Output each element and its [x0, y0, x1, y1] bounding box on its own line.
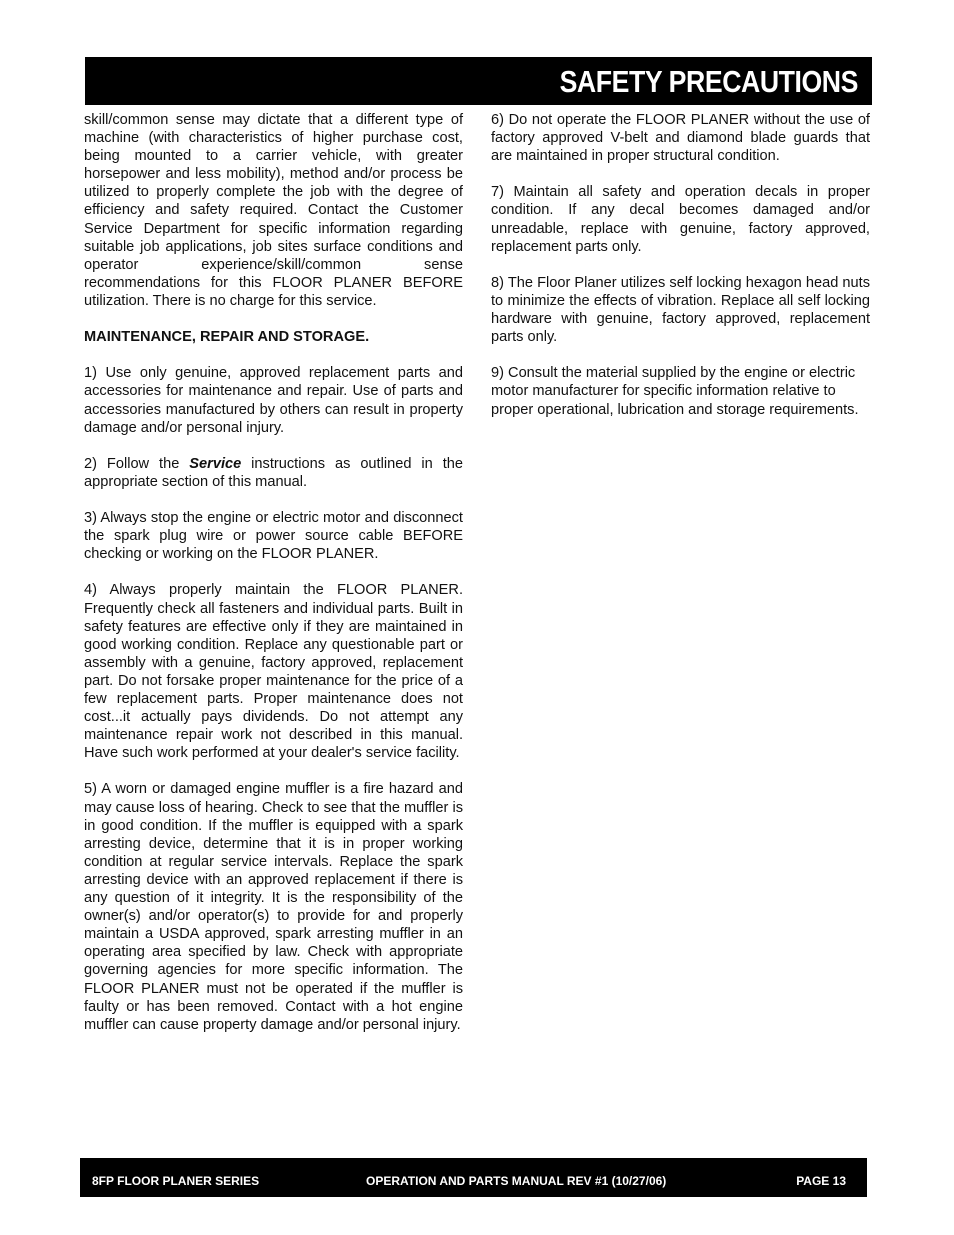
item-2-before: 2) Follow the [84, 455, 190, 472]
item-5: 5) A worn or damaged engine muffler is a fire hazard and may cause loss of hearing. Check to see that the muffler is in good condition. If the muffler is equipped with a spark arresting device, determine that it is in proper working condition at regular service intervals. Replace the spark arresting device with an approved replacement if there is any question of it integrity. It is the responsibility of the owner(s) and/or operator(s) to provide for and properly maintain a USDA approved, spark arresting muffler in an operating area specified by law. Check with appropriate governing agencies for more specific information. The FLOOR PLANER must not be operated if the muffler is faulty or has been removed. Contact with a hot engine muffler can cause property damage and/or personal injury. [84, 781, 463, 1033]
page-title: SAFETY PRECAUTIONS [559, 64, 858, 99]
footer-series: 8FP FLOOR PLANER SERIES [92, 1174, 260, 1188]
item-4: 4) Always properly maintain the FLOOR PLANER. Frequently check all fasteners and individual parts. Built in safety features are effective only if they are maintained in good working condition. Replace any questionable part or assembly with a genuine, factory approved, replacement part. Do not forsake proper maintenance for the price of a few replacement parts. Proper maintenance does not cost...it actually pays dividends. Do not attempt any maintenance repair work not described in this manual. Have such work performed at your dealer's service facility. [84, 582, 463, 762]
header-bar [85, 57, 872, 105]
item-2-emphasis: Service [189, 455, 242, 472]
item-6: 6) Do not operate the FLOOR PLANER without the use of factory approved V-belt and diamond blade guards that are maintained in proper structural condition. [491, 112, 870, 165]
item-7: 7) Maintain all safety and operation decals in proper condition. If any decal becomes damaged and/or unreadable, replace with genuine, factory approved, replacement parts only. [491, 184, 870, 255]
item-8: 8) The Floor Planer utilizes self locking hexagon head nuts to minimize the effects of vibration. Replace all self locking hardware with genuine, factory approved, replacement parts only. [491, 274, 870, 346]
section-heading: MAINTENANCE, REPAIR AND STORAGE. [84, 329, 370, 346]
left-column [84, 111, 463, 1052]
item-1: 1) Use only genuine, approved replacement parts and accessories for maintenance and repair. Use of parts and accessories manufactured by others can result in property damage and/or personal injury. [84, 365, 463, 436]
footer-page-number: PAGE 13 [796, 1174, 846, 1188]
right-column [491, 111, 870, 437]
item-9: 9) Consult the material supplied by the engine or electric motor manufacturer for specific information relative to proper operational, lubrication and storage requirements. [491, 365, 859, 418]
footer-bar [80, 1158, 867, 1197]
item-3: 3) Always stop the engine or electric motor and disconnect the spark plug wire or power source cable BEFORE checking or working on the FLOOR PLANER. [84, 510, 463, 563]
footer-manual-title: OPERATION AND PARTS MANUAL REV #1 (10/27/06) [366, 1174, 667, 1188]
intro-paragraph: skill/common sense may dictate that a different type of machine (with characteristics of higher purchase cost, being mounted to a carrier vehicle, with greater horsepower and less mobility), method and/or process be utilized to properly complete the job with the degree of efficiency and safety required. Contact the Customer Service Department for specific information regarding suitable job applications, job sites surface conditions and operator experience/skill/common sense recommendations for this FLOOR PLANER BEFORE utilization. There is no charge for this service. [84, 112, 463, 309]
item-2 [84, 455, 463, 491]
item-2-after: instructions as outlined in the appropriate section of this manual. [84, 455, 463, 490]
